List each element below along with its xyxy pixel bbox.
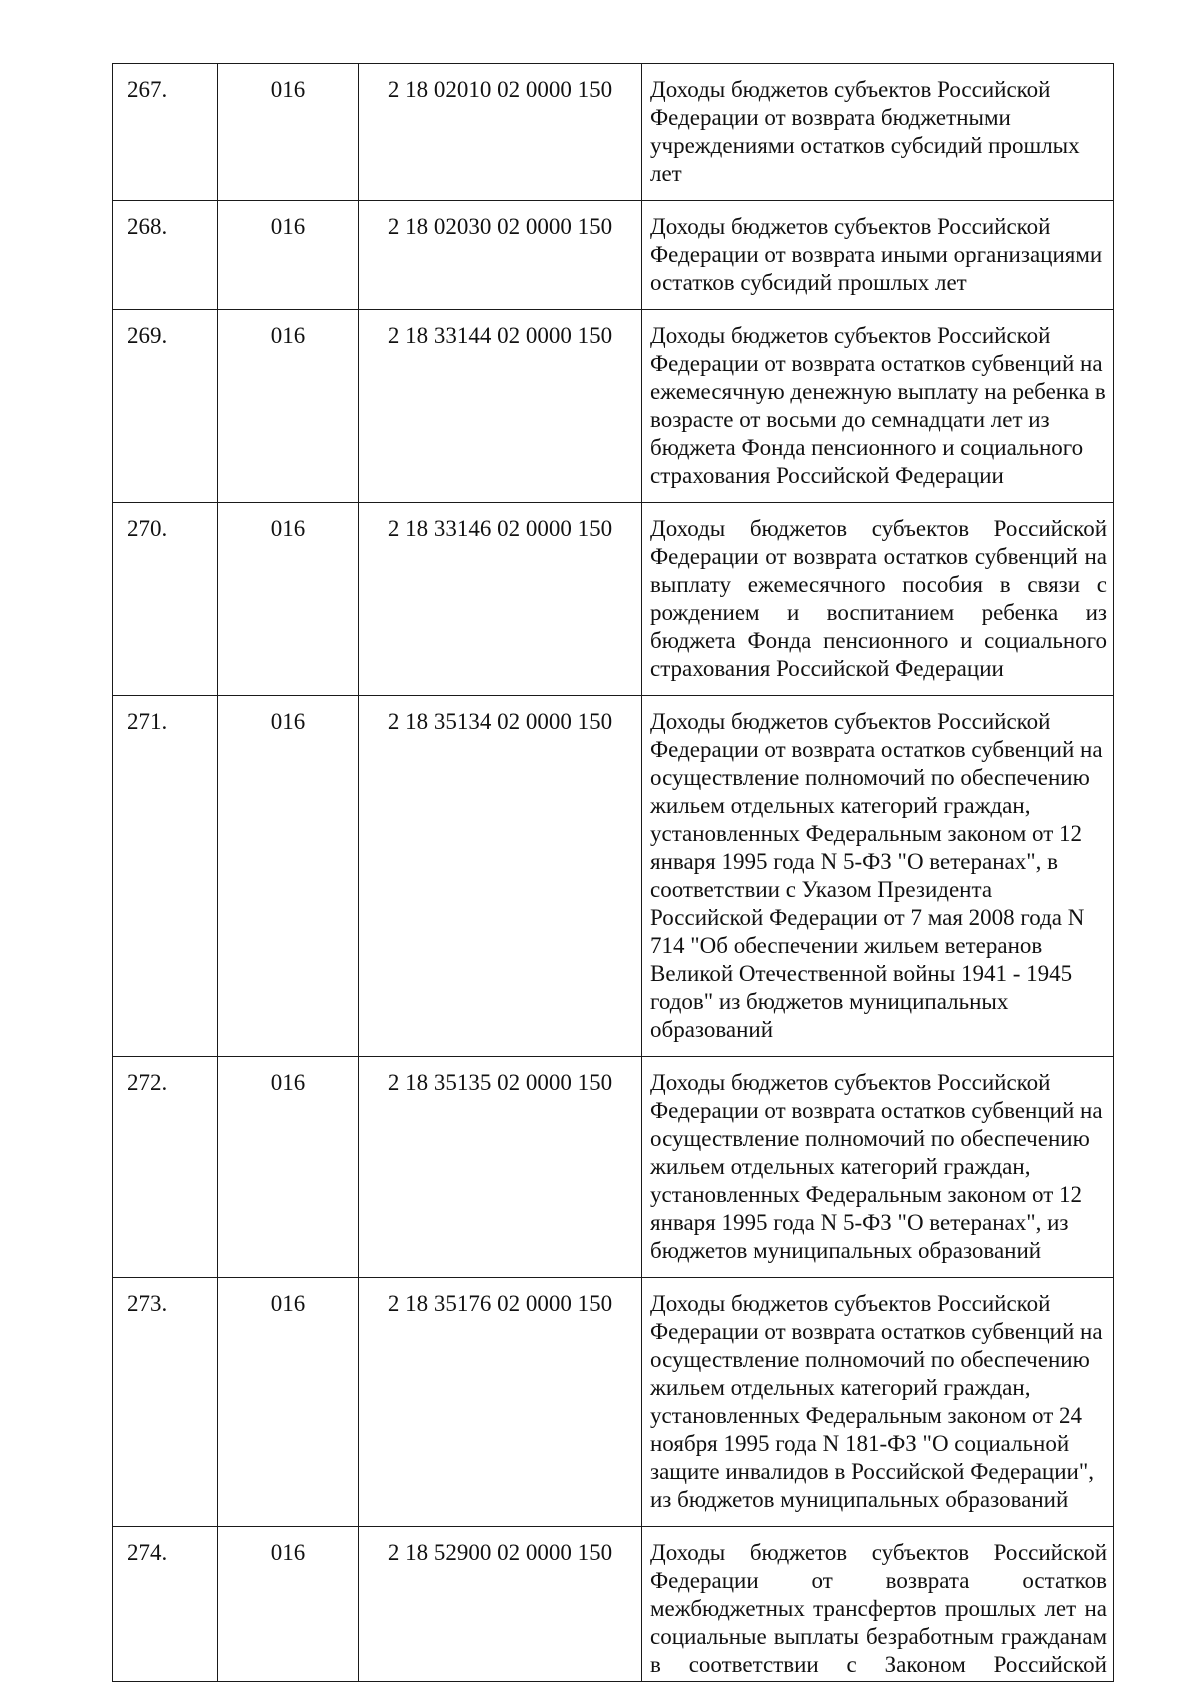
admin-code: 016 bbox=[218, 310, 359, 503]
admin-code: 016 bbox=[218, 503, 359, 696]
row-number: 272. bbox=[113, 1057, 218, 1278]
revenue-description: Доходы бюджетов субъектов Российской Федерации от возврата остатков субвенций на выплату ежемесячного пособия в связи с рождением и воспитанием ребенка из бюджета Фонда пенсионного и социального страхования Российской Федерации bbox=[642, 503, 1114, 696]
revenue-description: Доходы бюджетов субъектов Российской Федерации от возврата остатков субвенций на ежемесячную денежную выплату на ребенка в возрасте от восьми до семнадцати лет из бюджета Фонда пенсионного и социального страхования Российской Федерации bbox=[642, 310, 1114, 503]
table-row bbox=[113, 503, 1114, 696]
admin-code: 016 bbox=[218, 696, 359, 1057]
budget-classification-code: 2 18 35135 02 0000 150 bbox=[359, 1057, 642, 1278]
budget-classification-code: 2 18 02010 02 0000 150 bbox=[359, 64, 642, 201]
row-number: 274. bbox=[113, 1527, 218, 1682]
budget-classification-code: 2 18 35176 02 0000 150 bbox=[359, 1278, 642, 1527]
revenue-codes-table bbox=[112, 63, 1114, 1682]
budget-classification-code: 2 18 52900 02 0000 150 bbox=[359, 1527, 642, 1682]
row-number: 269. bbox=[113, 310, 218, 503]
revenue-description: Доходы бюджетов субъектов Российской Федерации от возврата иными организациями остатков субсидий прошлых лет bbox=[642, 201, 1114, 310]
budget-classification-code: 2 18 35134 02 0000 150 bbox=[359, 696, 642, 1057]
table-row bbox=[113, 64, 1114, 201]
admin-code: 016 bbox=[218, 1527, 359, 1682]
revenue-description: Доходы бюджетов субъектов Российской Федерации от возврата остатков межбюджетных трансфертов прошлых лет на социальные выплаты безработным гражданам в соответствии с Законом Российской bbox=[642, 1527, 1114, 1682]
table-row bbox=[113, 310, 1114, 503]
admin-code: 016 bbox=[218, 201, 359, 310]
budget-classification-code: 2 18 02030 02 0000 150 bbox=[359, 201, 642, 310]
admin-code: 016 bbox=[218, 1057, 359, 1278]
admin-code: 016 bbox=[218, 1278, 359, 1527]
revenue-description: Доходы бюджетов субъектов Российской Федерации от возврата бюджетными учреждениями остатков субсидий прошлых лет bbox=[642, 64, 1114, 201]
row-number: 273. bbox=[113, 1278, 218, 1527]
admin-code: 016 bbox=[218, 64, 359, 201]
table-row bbox=[113, 1057, 1114, 1278]
budget-classification-code: 2 18 33144 02 0000 150 bbox=[359, 310, 642, 503]
revenue-description: Доходы бюджетов субъектов Российской Федерации от возврата остатков субвенций на осуществление полномочий по обеспечению жильем отдельных категорий граждан, установленных Федеральным законом от 12 января 1995 года N 5-ФЗ "О ветеранах", из бюджетов муниципальных образований bbox=[642, 1057, 1114, 1278]
budget-classification-code: 2 18 33146 02 0000 150 bbox=[359, 503, 642, 696]
row-number: 271. bbox=[113, 696, 218, 1057]
revenue-description: Доходы бюджетов субъектов Российской Федерации от возврата остатков субвенций на осуществление полномочий по обеспечению жильем отдельных категорий граждан, установленных Федеральным законом от 12 января 1995 года N 5-ФЗ "О ветеранах", в соответствии с Указом Президента Российской Федерации от 7 мая 2008 года N 714 "Об обеспечении жильем ветеранов Великой Отечественной войны 1941 - 1945 годов" из бюджетов муниципальных образований bbox=[642, 696, 1114, 1057]
row-number: 267. bbox=[113, 64, 218, 201]
row-number: 270. bbox=[113, 503, 218, 696]
table-row bbox=[113, 201, 1114, 310]
row-number: 268. bbox=[113, 201, 218, 310]
table-row bbox=[113, 1527, 1114, 1682]
revenue-description: Доходы бюджетов субъектов Российской Федерации от возврата остатков субвенций на осуществление полномочий по обеспечению жильем отдельных категорий граждан, установленных Федеральным законом от 24 ноября 1995 года N 181-ФЗ "О социальной защите инвалидов в Российской Федерации", из бюджетов муниципальных образований bbox=[642, 1278, 1114, 1527]
table-row bbox=[113, 696, 1114, 1057]
table-row bbox=[113, 1278, 1114, 1527]
